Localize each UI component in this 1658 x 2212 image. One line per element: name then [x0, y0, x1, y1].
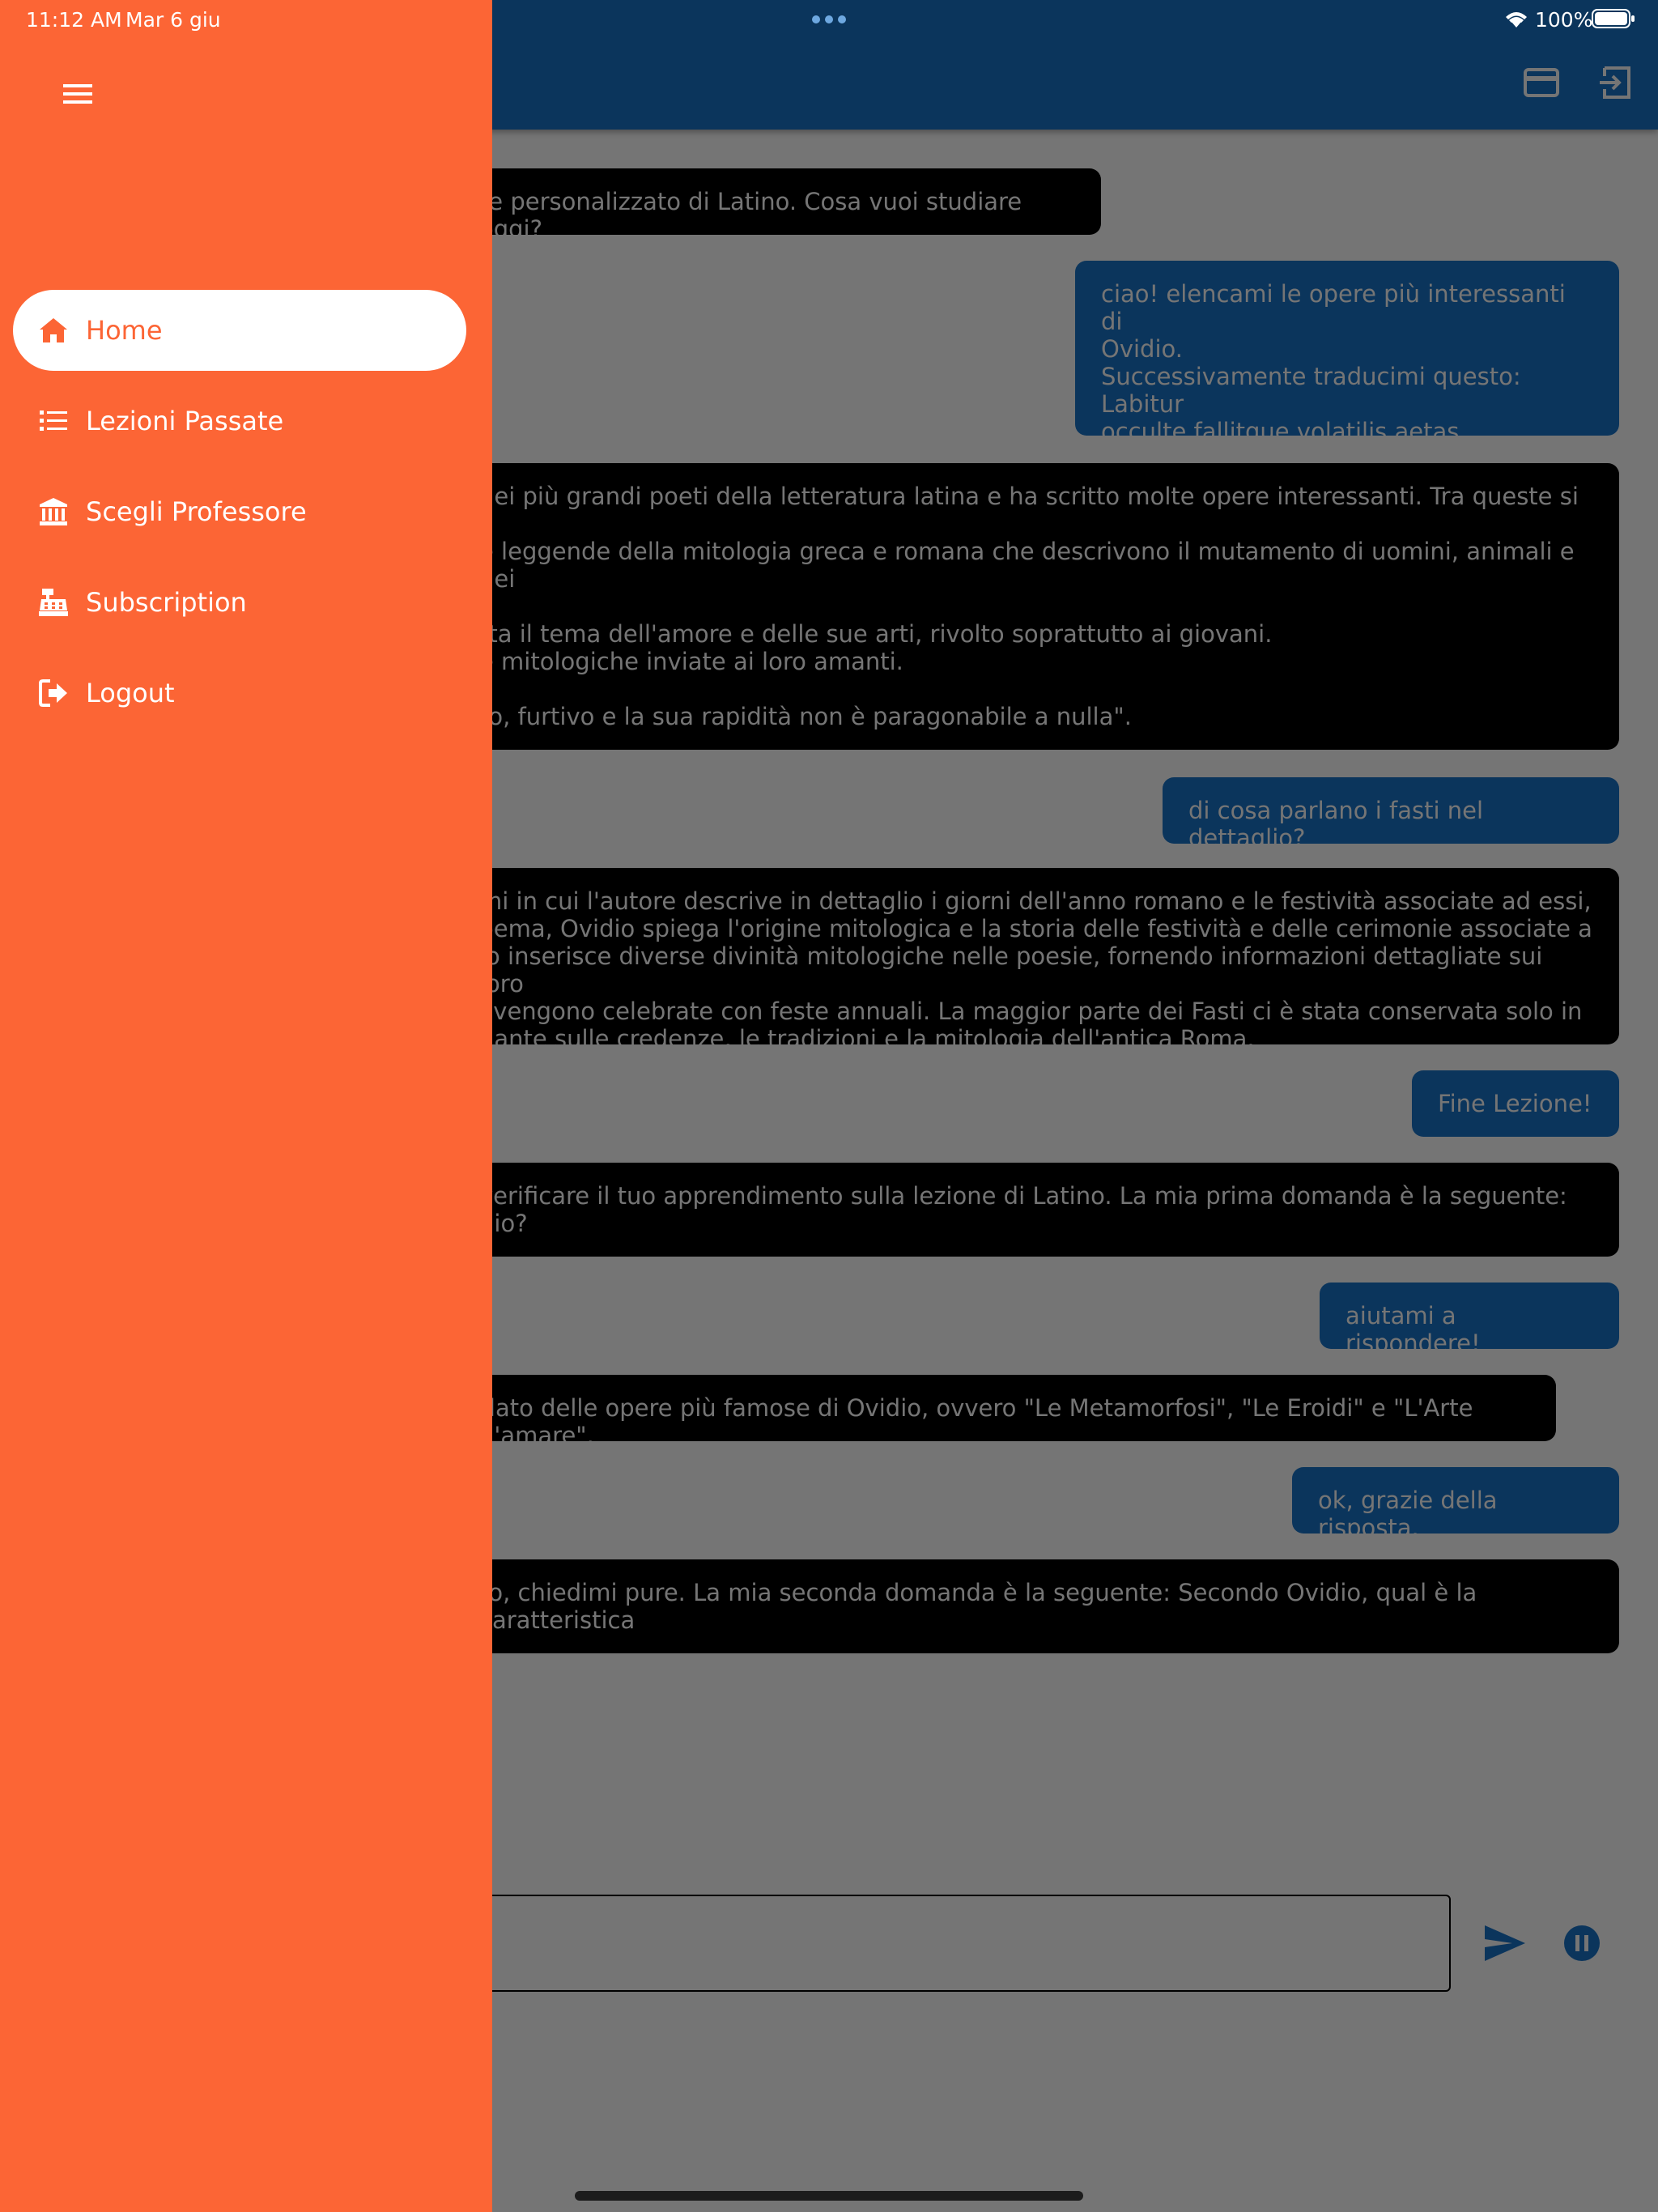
nav-item-label: Home — [86, 315, 163, 346]
battery-percent: 100% — [1535, 8, 1593, 32]
logout-icon — [37, 677, 70, 709]
status-bar — [0, 0, 1658, 39]
nav-item-label: Lezioni Passate — [86, 406, 284, 436]
nav-item-scegli-professore[interactable] — [13, 471, 466, 552]
cash-register-icon — [37, 586, 70, 619]
wifi-icon — [1503, 8, 1530, 29]
nav-item-home[interactable] — [13, 290, 466, 371]
home-indicator[interactable] — [575, 2191, 1083, 2201]
nav-item-label: Scegli Professore — [86, 496, 307, 527]
status-time: 11:12 AM — [26, 8, 122, 32]
nav-item-label: Subscription — [86, 587, 247, 618]
list-icon — [37, 405, 70, 437]
nav-item-label: Logout — [86, 678, 175, 708]
nav-item-lezioni-passate[interactable] — [13, 381, 466, 462]
nav-item-subscription[interactable] — [13, 562, 466, 643]
multitasking-dots-icon[interactable] — [810, 15, 848, 24]
nav-item-logout[interactable] — [13, 653, 466, 734]
menu-icon — [49, 71, 107, 117]
navigation-drawer — [0, 0, 492, 2212]
home-icon — [37, 314, 70, 347]
status-date: Mar 6 giu — [125, 8, 221, 32]
bank-icon — [37, 496, 70, 528]
menu-button[interactable] — [49, 71, 107, 117]
battery-icon — [1592, 8, 1635, 29]
